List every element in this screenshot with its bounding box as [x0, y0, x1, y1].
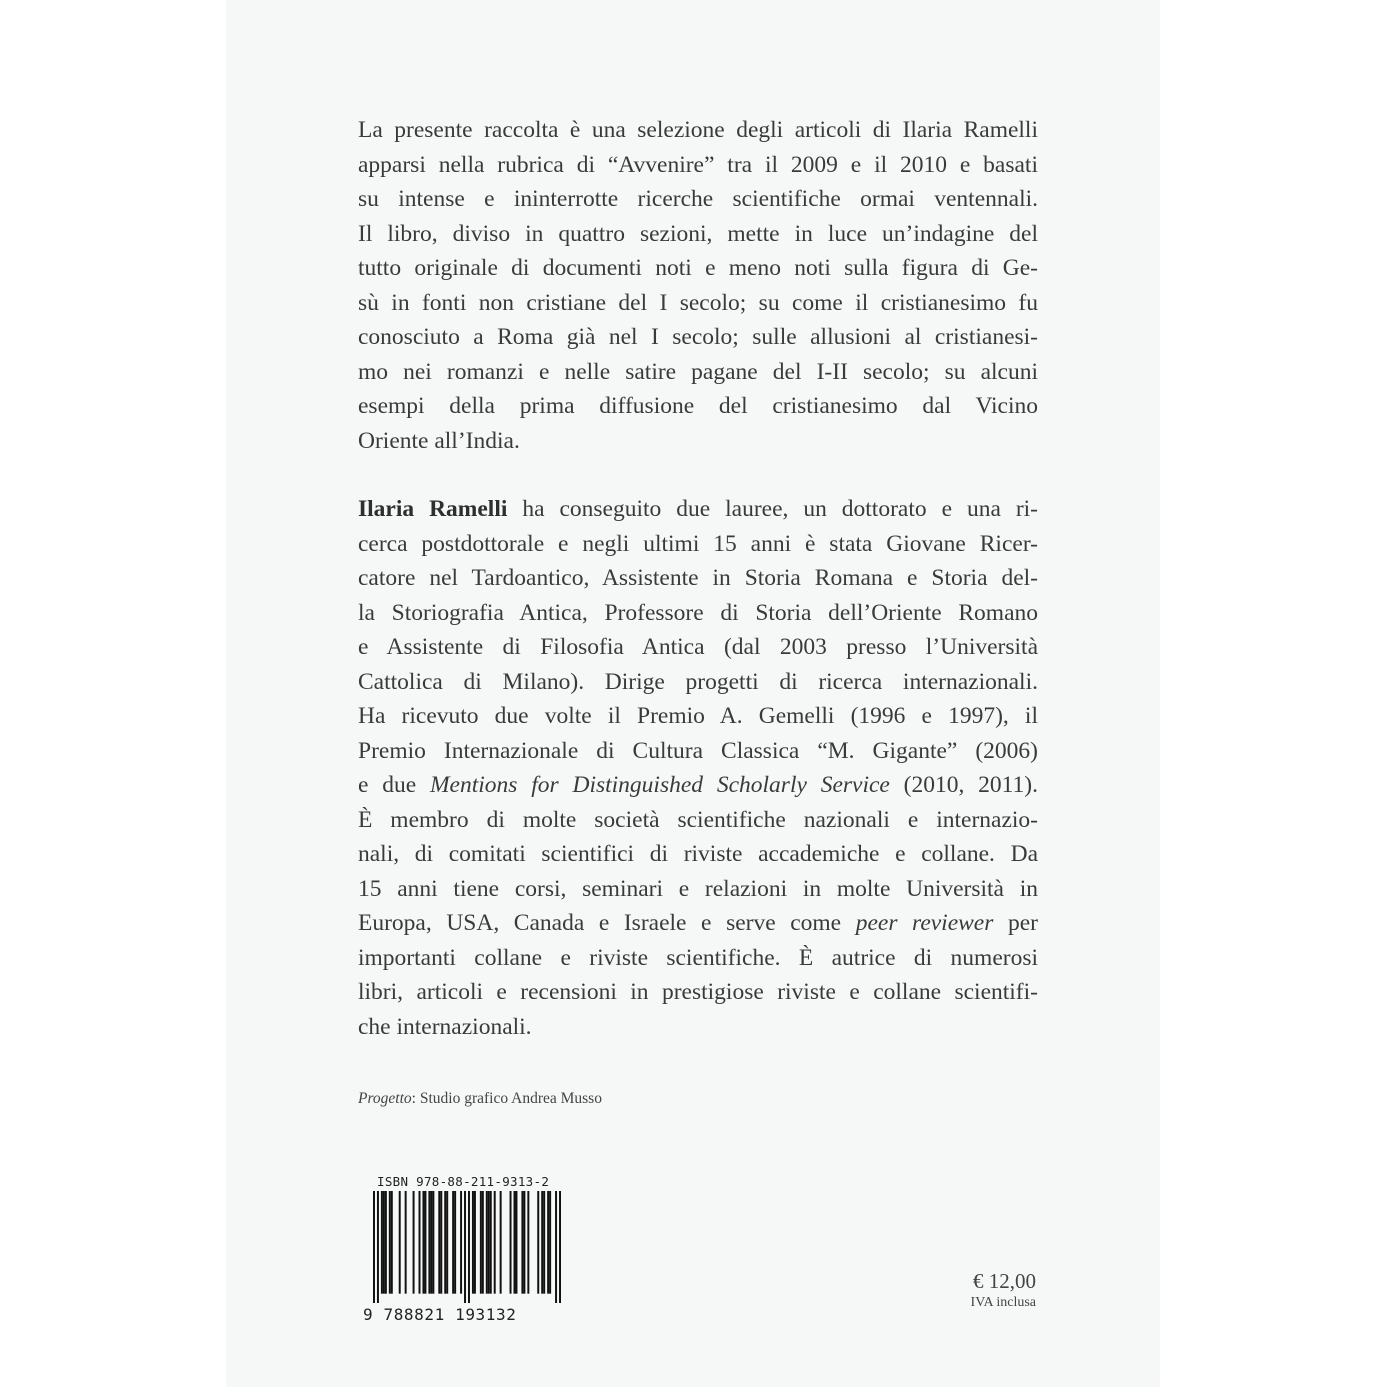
summary-line: Oriente all’India. — [358, 427, 520, 454]
barcode-bar — [428, 1191, 430, 1294]
summary-line: sù in fonti non cristiane del I secolo; su come il cristianesimo fu — [358, 289, 1038, 316]
barcode-bar — [527, 1191, 529, 1294]
barcode-bar — [399, 1191, 401, 1294]
barcode-bar — [454, 1191, 456, 1294]
barcode-bar — [510, 1191, 512, 1294]
summary-line: mo nei romanzi e nelle satire pagane del I-II secolo; su alcuni — [358, 358, 1038, 385]
reviewer-suffix: per — [993, 910, 1038, 936]
bio-line: cerca postdottorale e negli ultimi 15 anni è stata Giovane Ricer- — [358, 530, 1038, 557]
bio-line: Premio Internazionale di Cultura Classica “M. Gigante” (2006) — [358, 737, 1038, 764]
barcode-bar — [464, 1191, 466, 1303]
bio-line: catore nel Tardoantico, Assistente in Storia Romana e Storia del- — [358, 565, 1038, 591]
barcode-bar — [391, 1191, 393, 1294]
bio-line: e Assistente di Filosofia Antica (dal 2003 presso l’Università — [358, 634, 1038, 660]
barcode-bar — [521, 1191, 523, 1294]
barcode-bar — [446, 1191, 448, 1294]
bio-mentions-line — [358, 768, 1038, 803]
barcode-bars — [373, 1191, 561, 1303]
barcode-bar — [488, 1191, 490, 1294]
reviewer-term: peer reviewer — [855, 910, 994, 936]
price-amount: € 12,00 — [973, 1269, 1036, 1293]
price-block — [971, 1268, 1036, 1312]
bio-line: che internazionali. — [358, 1013, 532, 1040]
barcode-bar — [559, 1191, 561, 1303]
barcode-bar — [444, 1191, 446, 1294]
barcode-bar — [500, 1191, 502, 1294]
barcode-bar — [389, 1191, 391, 1294]
isbn-text: ISBN 978-88-211-9313-2 — [377, 1174, 550, 1189]
book-summary — [358, 113, 1038, 458]
barcode-bar — [373, 1191, 375, 1303]
barcode-bar — [413, 1191, 415, 1294]
bio-line: Cattolica di Milano). Dirige progetti di ricerca internazionali. — [358, 668, 1038, 695]
bio-line: libri, articoli e recensioni in prestigiose riviste e collane scientifi- — [358, 979, 1038, 1005]
barcode-bar — [523, 1191, 525, 1294]
barcode-bar — [419, 1191, 421, 1294]
summary-line: su intense e ininterrotte ricerche scientifiche ormai ventennali. — [358, 186, 1038, 212]
barcode-bar — [555, 1191, 557, 1303]
barcode-bar — [422, 1191, 424, 1294]
barcode-bar — [543, 1191, 545, 1294]
barcode-bar — [405, 1191, 407, 1294]
bio-line: Ha ricevuto due volte il Premio A. Gemelli (1996 e 1997), il — [358, 703, 1038, 729]
barcode-bar — [515, 1191, 517, 1294]
barcode-bar — [430, 1191, 432, 1294]
barcode-bar — [494, 1191, 496, 1294]
barcode-bar — [385, 1191, 387, 1294]
bio-line: 15 anni tiene corsi, seminari e relazioni in molte Università in — [358, 875, 1038, 902]
barcode-bar — [381, 1191, 383, 1294]
vat-note: IVA inclusa — [970, 1295, 1036, 1310]
summary-line: La presente raccolta è una selezione degli articoli di Ilaria Ramelli — [358, 117, 1038, 143]
barcode-bar — [549, 1191, 551, 1294]
bio-reviewer-line — [358, 906, 1038, 941]
barcode-bar — [468, 1191, 470, 1303]
barcode-bar — [474, 1191, 476, 1294]
summary-line: esempi della prima diffusione del cristianesimo dal Vicino — [358, 393, 1038, 419]
barcode-bar — [490, 1191, 492, 1294]
barcode-bar — [377, 1191, 379, 1303]
bio-line: importanti collane e riviste scientifiche. È autrice di numerosi — [358, 944, 1038, 971]
barcode-bar — [541, 1191, 543, 1294]
bio-line: la Storiografia Antica, Professore di Storia dell’Oriente Romano — [358, 599, 1038, 626]
summary-line: conosciuto a Roma già nel I secolo; sulle allusioni al cristianesi- — [358, 324, 1038, 350]
barcode-bar — [424, 1191, 426, 1294]
credit-text: : Studio grafico Andrea Musso — [411, 1090, 602, 1107]
credit-label: Progetto — [358, 1090, 412, 1107]
barcode-block — [363, 1173, 561, 1324]
barcode-bar — [486, 1191, 488, 1294]
barcode-bar — [438, 1191, 440, 1294]
ean-digits: 9 788821 193132 — [363, 1305, 517, 1324]
barcode-bar — [514, 1191, 516, 1294]
barcode-bar — [460, 1191, 462, 1294]
barcode-bar — [383, 1191, 385, 1294]
summary-line: Il libro, diviso in quattro sezioni, mette in luce un’indagine del — [358, 220, 1038, 247]
barcode-bar — [537, 1191, 539, 1294]
mentions-prefix: e due — [358, 772, 430, 798]
barcode-bar — [547, 1191, 549, 1294]
barcode-bar — [482, 1191, 484, 1294]
barcode-bar — [440, 1191, 442, 1294]
barcode-bar — [480, 1191, 482, 1294]
summary-line: tutto originale di documenti noti e meno noti sulla figura di Ge- — [358, 255, 1038, 281]
author-name: Ilaria Ramelli — [358, 496, 508, 522]
barcode-bar — [472, 1191, 474, 1294]
reviewer-prefix: Europa, USA, Canada e Israele e serve come — [358, 910, 856, 936]
bio-first-line — [358, 492, 1038, 527]
barcode-bar — [452, 1191, 454, 1294]
design-credit — [358, 1090, 602, 1108]
author-bio — [358, 492, 1038, 1044]
bio-first-line-text: ha conseguito due lauree, un dottorato e una ri- — [507, 496, 1038, 522]
barcode-bar — [432, 1191, 434, 1294]
mentions-title: Mentions for Distinguished Scholarly Service — [429, 772, 890, 798]
bio-line: nali, di comitati scientifici di riviste accademiche e collane. Da — [358, 841, 1038, 867]
summary-line: apparsi nella rubrica di “Avvenire” tra il 2009 e il 2010 e basati — [358, 151, 1038, 178]
mentions-suffix: (2010, 2011). — [889, 772, 1038, 798]
bio-line: È membro di molte società scientifiche nazionali e internazio- — [358, 806, 1038, 833]
